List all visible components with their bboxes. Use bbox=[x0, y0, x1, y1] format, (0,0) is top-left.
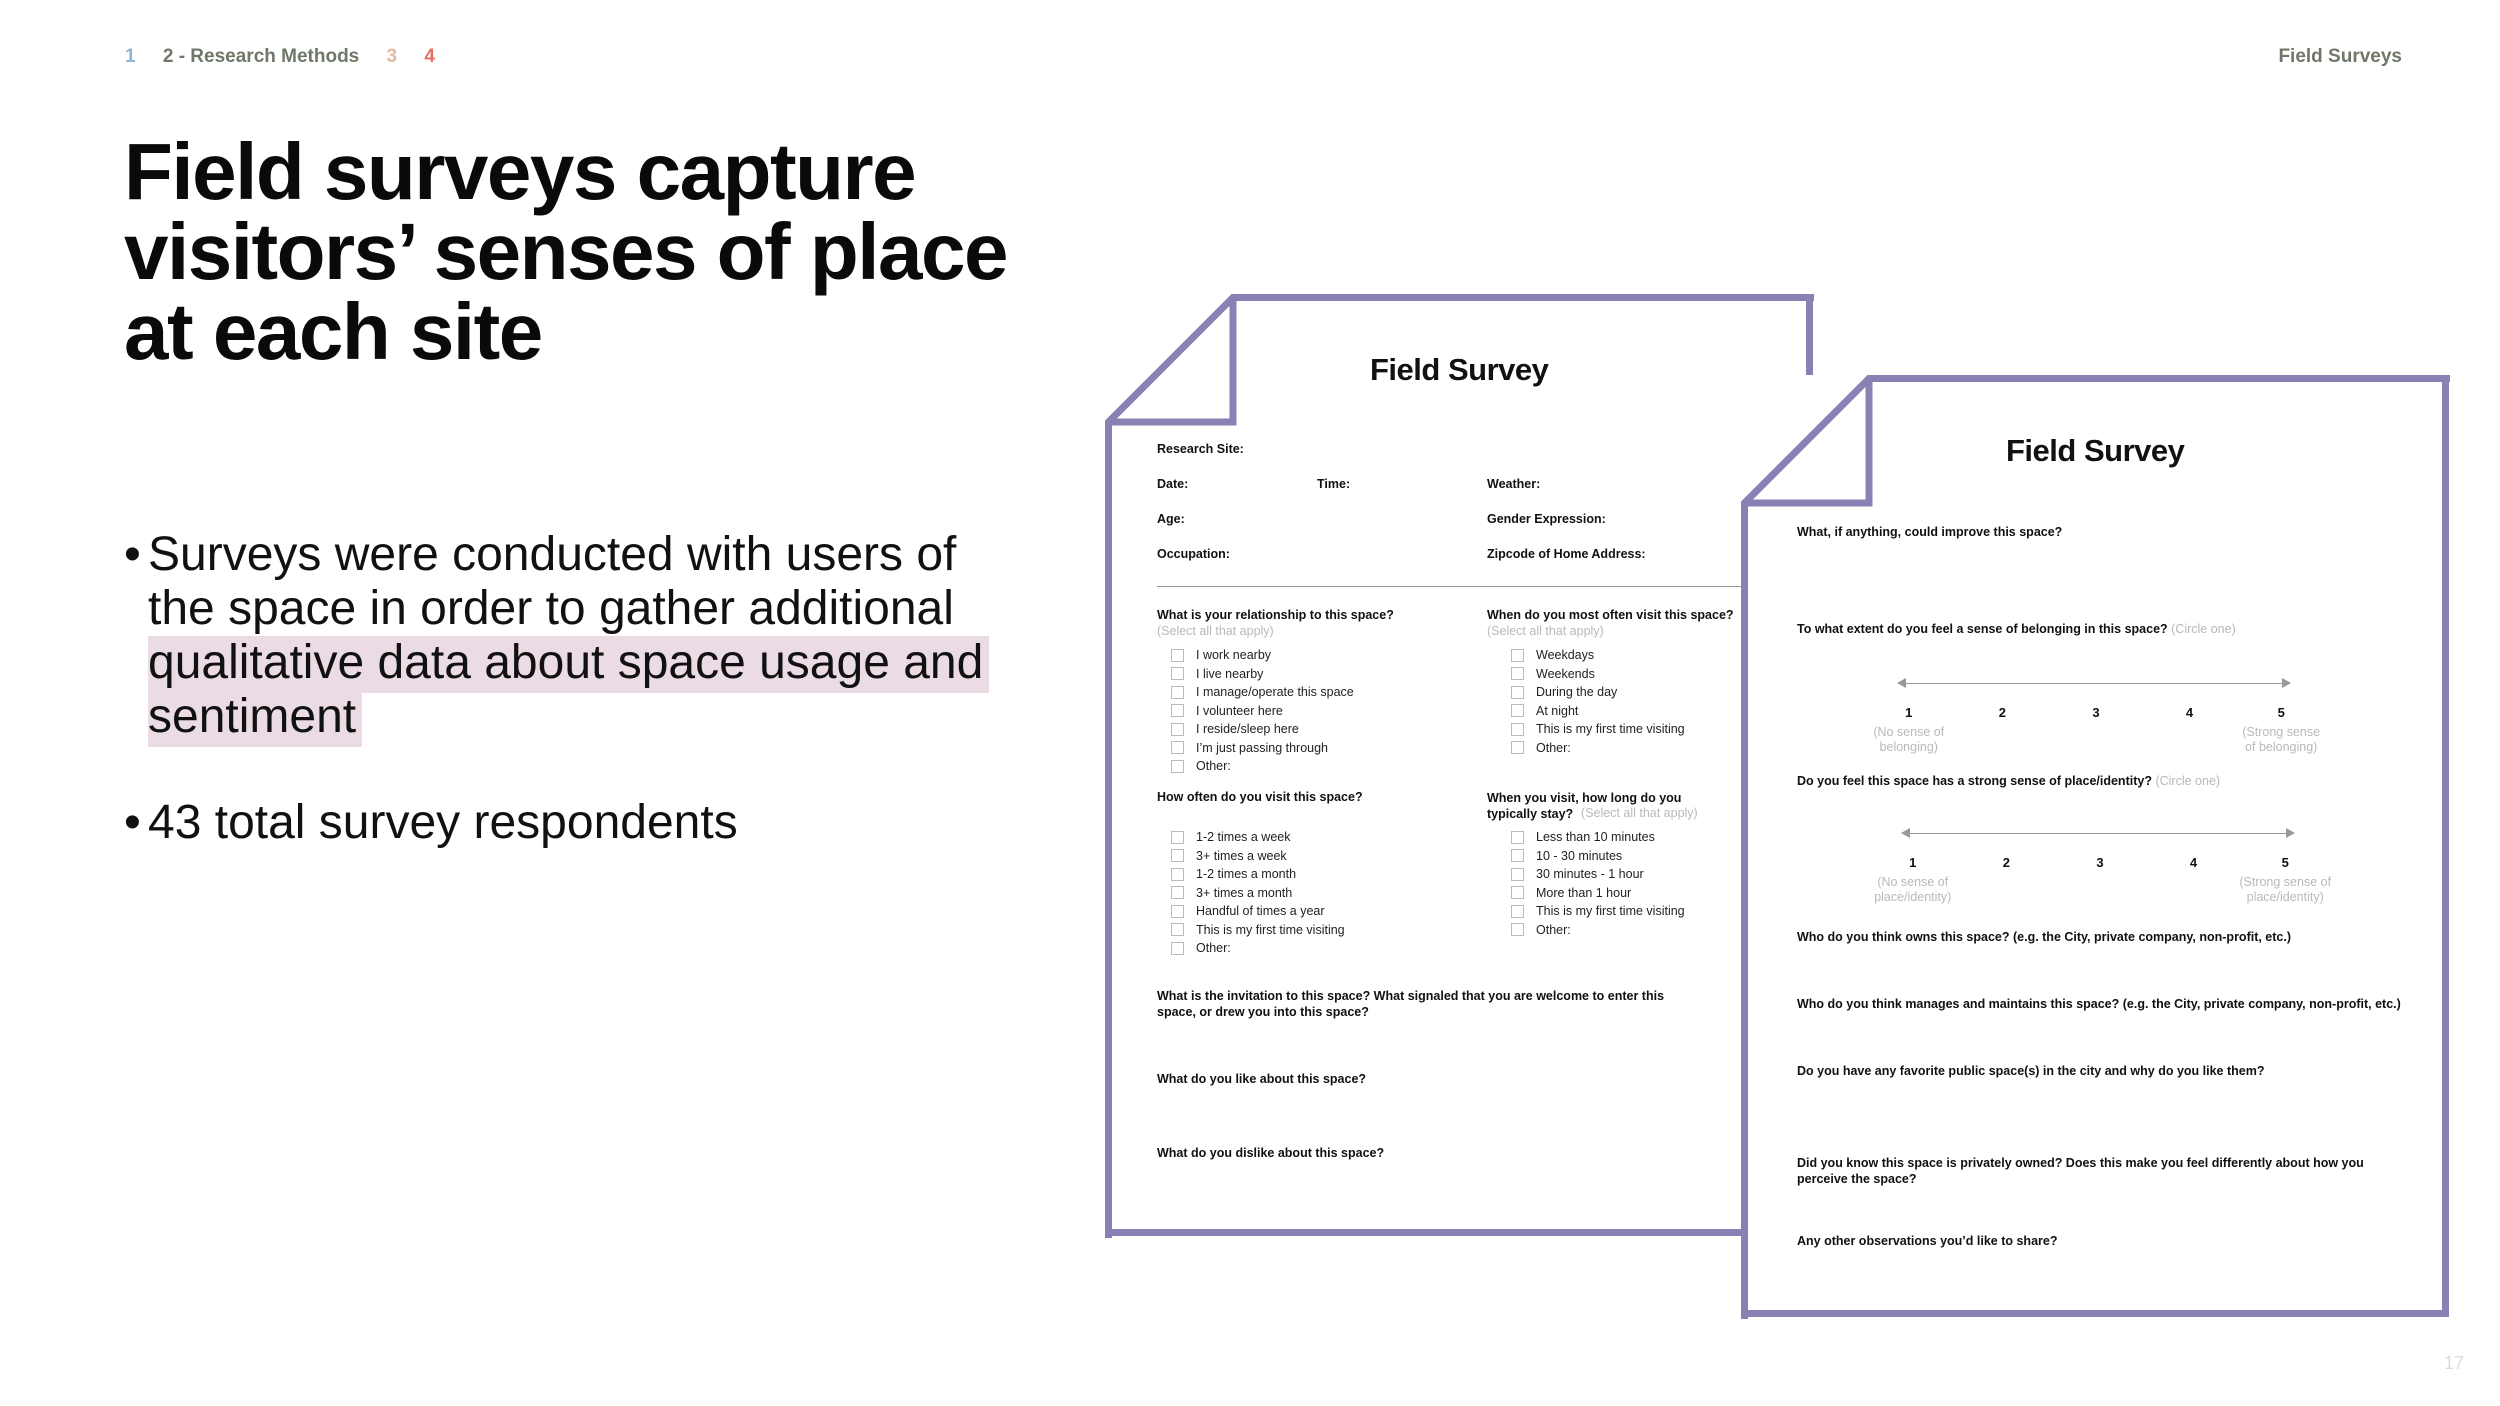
option-checkbox[interactable]: More than 1 hour bbox=[1511, 884, 1685, 903]
checkbox-icon[interactable] bbox=[1511, 667, 1524, 680]
bullet-list bbox=[124, 528, 1004, 850]
q-improve: What, if anything, could improve this space? bbox=[1797, 525, 2063, 539]
option-checkbox[interactable]: I volunteer here bbox=[1171, 702, 1354, 721]
q-invitation: What is the invitation to this space? What signaled that you are welcome to enter this space, or drew you into this space? bbox=[1157, 989, 1665, 1019]
scale-low-label: (No sense of belonging) bbox=[1873, 725, 1945, 754]
identity-scale[interactable] bbox=[1874, 823, 2332, 913]
option-checkbox[interactable]: 3+ times a week bbox=[1171, 847, 1345, 866]
option-checkbox[interactable]: This is my first time visiting bbox=[1511, 720, 1685, 739]
option-checkbox[interactable]: I work nearby bbox=[1171, 646, 1354, 665]
scale-2[interactable]: 2 bbox=[2002, 855, 2010, 870]
q-other: Any other observations you’d like to share? bbox=[1797, 1234, 2058, 1248]
q-manages: Who do you think manages and maintains this space? (e.g. the City, private company, non-profit, etc.) bbox=[1797, 997, 2401, 1011]
nav-item-research-methods[interactable]: 2 - Research Methods bbox=[162, 46, 360, 67]
checkbox-icon[interactable] bbox=[1511, 723, 1524, 736]
scale-low-label: (No sense of place/identity) bbox=[1874, 875, 1952, 904]
bullet-surveys bbox=[124, 528, 1004, 744]
checkbox-icon[interactable] bbox=[1171, 686, 1184, 699]
q-how-often: How often do you visit this space? bbox=[1157, 790, 1363, 804]
q-belonging: To what extent do you feel a sense of belonging in this space? (Circle one) bbox=[1797, 622, 2236, 636]
checkbox-icon[interactable] bbox=[1511, 923, 1524, 936]
q-favorite: Do you have any favorite public space(s) in the city and why do you like them? bbox=[1797, 1064, 2265, 1078]
nav-item-1[interactable]: 1 bbox=[125, 46, 136, 67]
label-occupation: Occupation: bbox=[1157, 547, 1230, 561]
scale-4[interactable]: 4 bbox=[2185, 705, 2194, 720]
option-checkbox[interactable]: 10 - 30 minutes bbox=[1511, 847, 1685, 866]
option-checkbox[interactable]: 30 minutes - 1 hour bbox=[1511, 865, 1685, 884]
survey-1-title: Field Survey bbox=[1370, 352, 1549, 387]
checkbox-icon[interactable] bbox=[1171, 849, 1184, 862]
nav-item-4[interactable]: 4 bbox=[424, 46, 435, 67]
checkbox-icon[interactable] bbox=[1171, 741, 1184, 754]
option-checkbox[interactable]: I reside/sleep here bbox=[1171, 720, 1354, 739]
checkbox-icon[interactable] bbox=[1171, 704, 1184, 717]
double-arrow-icon bbox=[1899, 683, 2289, 684]
bullet-respondents: • 43 total survey respondents bbox=[124, 796, 1004, 850]
how-often-options bbox=[1171, 828, 1345, 958]
survey-2-title: Field Survey bbox=[2006, 433, 2185, 468]
page-number: 17 bbox=[2443, 1353, 2464, 1373]
checkbox-icon[interactable] bbox=[1511, 849, 1524, 862]
double-arrow-icon bbox=[1903, 833, 2293, 834]
option-checkbox[interactable]: Other: bbox=[1511, 739, 1685, 758]
label-research-site: Research Site: bbox=[1157, 442, 1244, 456]
checkbox-icon[interactable] bbox=[1171, 942, 1184, 955]
option-checkbox[interactable]: Weekends bbox=[1511, 665, 1685, 684]
option-checkbox[interactable]: At night bbox=[1511, 702, 1685, 721]
scale-1[interactable]: 1 bbox=[1909, 855, 1917, 870]
label-time: Time: bbox=[1317, 477, 1351, 491]
q-relationship-hint: (Select all that apply) bbox=[1157, 624, 1274, 638]
option-checkbox[interactable]: Other: bbox=[1171, 939, 1345, 958]
option-checkbox[interactable]: Handful of times a year bbox=[1171, 902, 1345, 921]
checkbox-icon[interactable] bbox=[1511, 686, 1524, 699]
option-checkbox[interactable]: This is my first time visiting bbox=[1171, 921, 1345, 940]
bullet-surveys-text: Surveys were conducted with users of the space in order to gather additional bbox=[148, 528, 957, 635]
scale-5[interactable]: 5 bbox=[2281, 855, 2289, 870]
scale-5[interactable]: 5 bbox=[2277, 705, 2285, 720]
relationship-options bbox=[1171, 646, 1354, 776]
q-how-long: When you visit, how long do you typically stay? bbox=[1487, 791, 1682, 821]
label-zipcode: Zipcode of Home Address: bbox=[1487, 547, 1646, 561]
label-age: Age: bbox=[1157, 512, 1185, 526]
q-how-long-hint: (Select all that apply) bbox=[1581, 806, 1698, 820]
option-checkbox[interactable]: I live nearby bbox=[1171, 665, 1354, 684]
checkbox-icon[interactable] bbox=[1171, 649, 1184, 662]
option-checkbox[interactable]: Other: bbox=[1511, 921, 1685, 940]
option-checkbox[interactable]: I manage/operate this space bbox=[1171, 683, 1354, 702]
option-checkbox[interactable]: 3+ times a month bbox=[1171, 884, 1345, 903]
option-checkbox[interactable]: 1-2 times a month bbox=[1171, 865, 1345, 884]
checkbox-icon[interactable] bbox=[1171, 760, 1184, 773]
bullet-surveys-highlight: qualitative data about space usage and sentiment bbox=[148, 636, 989, 747]
q-identity: Do you feel this space has a strong sense of place/identity? (Circle one) bbox=[1797, 774, 2221, 788]
checkbox-icon[interactable] bbox=[1171, 886, 1184, 899]
label-date: Date: bbox=[1157, 477, 1189, 491]
scale-3[interactable]: 3 bbox=[2092, 705, 2100, 720]
option-checkbox[interactable]: Less than 10 minutes bbox=[1511, 828, 1685, 847]
q-private: Did you know this space is privately owned? Does this make you feel differently about how you perceive the space? bbox=[1797, 1156, 2364, 1186]
scale-1[interactable]: 1 bbox=[1905, 705, 1913, 720]
survey-sheet-1 bbox=[1105, 294, 1813, 1236]
q-when: When do you most often visit this space? bbox=[1487, 608, 1734, 622]
scale-high-label: (Strong sense of place/identity) bbox=[2239, 875, 2332, 904]
q-relationship: What is your relationship to this space? bbox=[1157, 608, 1394, 622]
checkbox-icon[interactable] bbox=[1171, 905, 1184, 918]
checkbox-icon[interactable] bbox=[1511, 886, 1524, 899]
checkbox-icon[interactable] bbox=[1511, 649, 1524, 662]
q-owns: Who do you think owns this space? (e.g. the City, private company, non-profit, etc.) bbox=[1797, 930, 2292, 944]
scale-4[interactable]: 4 bbox=[2189, 855, 2198, 870]
scale-3[interactable]: 3 bbox=[2096, 855, 2104, 870]
q-like: What do you like about this space? bbox=[1157, 1072, 1367, 1086]
survey-sheet-2 bbox=[1741, 375, 2449, 1317]
belonging-scale[interactable] bbox=[1873, 673, 2321, 763]
scale-high-label: (Strong sense of belonging) bbox=[2242, 725, 2321, 754]
checkbox-icon[interactable] bbox=[1171, 723, 1184, 736]
option-checkbox[interactable]: I’m just passing through bbox=[1171, 739, 1354, 758]
checkbox-icon[interactable] bbox=[1511, 704, 1524, 717]
label-weather: Weather: bbox=[1487, 477, 1541, 491]
label-gender: Gender Expression: bbox=[1487, 512, 1606, 526]
q-when-hint: (Select all that apply) bbox=[1487, 624, 1604, 638]
section-label: Field Surveys bbox=[2278, 46, 2402, 67]
nav-item-3[interactable]: 3 bbox=[386, 46, 398, 67]
checkbox-icon[interactable] bbox=[1171, 831, 1184, 844]
option-checkbox[interactable]: Other: bbox=[1171, 757, 1354, 776]
q-dislike: What do you dislike about this space? bbox=[1157, 1146, 1385, 1160]
checkbox-icon[interactable] bbox=[1511, 831, 1524, 844]
how-long-options bbox=[1511, 828, 1685, 939]
slide-title: Field surveys capture visitors’ senses of place at each site bbox=[124, 127, 1007, 376]
option-checkbox[interactable]: This is my first time visiting bbox=[1511, 902, 1685, 921]
divider bbox=[1157, 586, 1813, 587]
checkbox-icon[interactable] bbox=[1171, 868, 1184, 881]
checkbox-icon[interactable] bbox=[1511, 741, 1524, 754]
option-checkbox[interactable]: During the day bbox=[1511, 683, 1685, 702]
option-checkbox[interactable]: Weekdays bbox=[1511, 646, 1685, 665]
checkbox-icon[interactable] bbox=[1171, 923, 1184, 936]
when-options bbox=[1511, 646, 1685, 757]
scale-2[interactable]: 2 bbox=[1998, 705, 2006, 720]
section-nav bbox=[125, 46, 457, 68]
option-checkbox[interactable]: 1-2 times a week bbox=[1171, 828, 1345, 847]
checkbox-icon[interactable] bbox=[1171, 667, 1184, 680]
checkbox-icon[interactable] bbox=[1511, 905, 1524, 918]
checkbox-icon[interactable] bbox=[1511, 868, 1524, 881]
